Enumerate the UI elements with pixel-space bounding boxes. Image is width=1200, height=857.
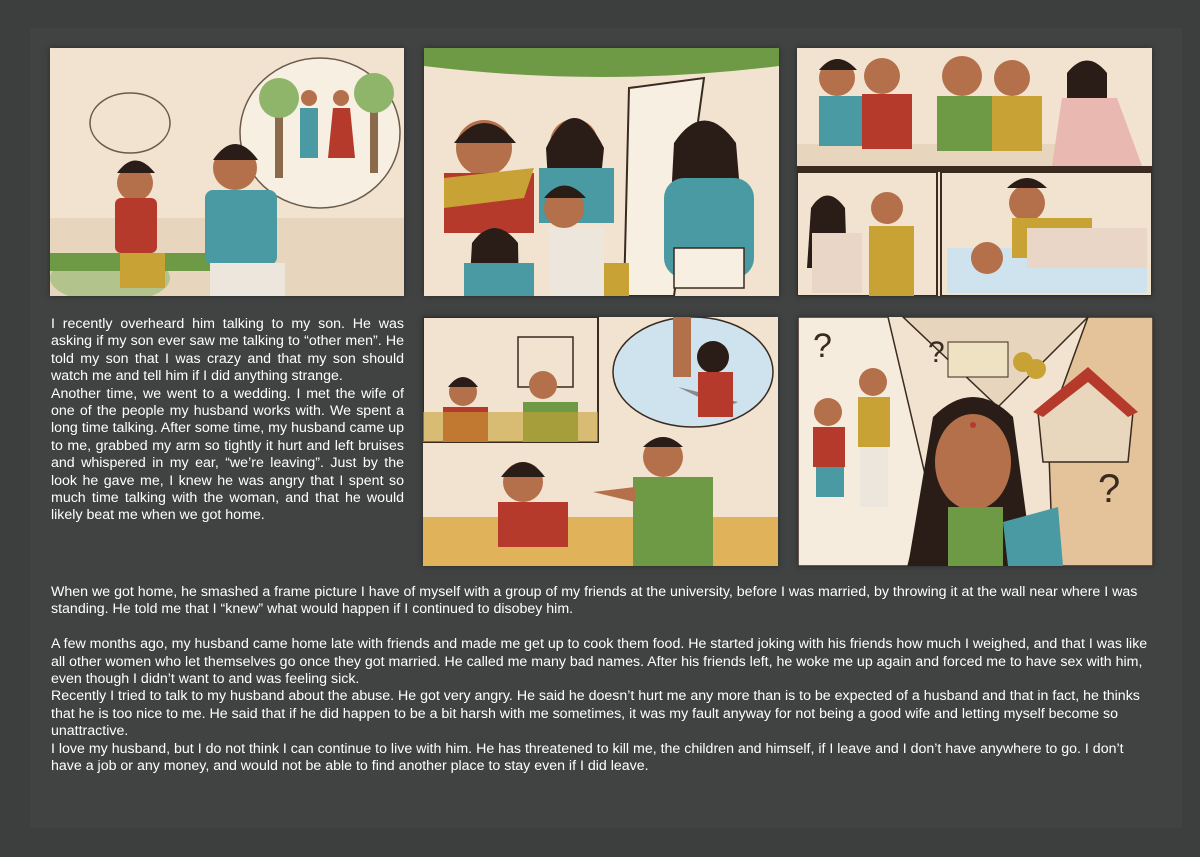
paragraph-gap: [51, 619, 1151, 636]
story-text-column: [51, 316, 404, 525]
comic-panel-1: [50, 48, 404, 296]
story-text-wide: [51, 584, 1151, 775]
svg-text:?: ?: [928, 336, 945, 369]
argument-knife-illustration: [423, 317, 778, 566]
story-paragraph-frame: When we got home, he smashed a frame picture I have of myself with a group of my friends at the university, before I was married, by throwing it at the wall near where I was standing. He told me that I “knew” what would happen if I continued to disobey him.: [51, 584, 1138, 618]
comic-panel-2: [424, 48, 779, 296]
story-paragraph-talk: Recently I tried to talk to my husband about the abuse. He got very angry. He said he doesn’t hurt me any more than is to be expected of a husband and that in fact, he thinks that he is too nice to me. He said that if he did happen to be a bit harsh with me sometimes, it was my fault anyway for not being a good wife and letting myself become so unattractive.: [51, 688, 1140, 740]
svg-text:?: ?: [1098, 467, 1121, 511]
story-paragraph-cooking: A few months ago, my husband came home late with friends and made me get up to cook them food. He started joking with his friends how much I weighed, and that I was like all other women who let themselves go once they got married. He called me many bad names. After his friends left, he woke me up again and forced me to have sex with him, even though I didn’t want to and was feeling sick.: [51, 636, 1148, 688]
cooking-for-friends-illustration: [797, 48, 1152, 296]
story-paragraph-wedding: Another time, we went to a wedding. I met the wife of one of the people my husband works with. We spent a long time talking. After some time, my husband came up to me, grabbed my arm so tightly it hurt and left bruises and whispered in my ear, “we’re leaving”. Just by the look he gave me, I knew he was angry that I spent so much time talking with the woman, and that he would likely beat me when we got home.: [51, 385, 404, 524]
worried-mother-illustration: [798, 317, 1153, 566]
comic-panel-3: [797, 48, 1152, 296]
svg-text:?: ?: [813, 327, 832, 365]
comic-panel-5: [798, 317, 1153, 566]
wedding-arm-grab-illustration: [424, 48, 779, 296]
story-paragraph-son: I recently overheard him talking to my son. He was asking if my son ever saw me talking to “other men”. He told my son that I was crazy and that my son should watch me and tell him if I did anything strange.: [51, 316, 404, 385]
comic-panel-4: [423, 317, 778, 566]
story-paragraph-love: I love my husband, but I do not think I can continue to live with him. He has threatened to kill me, the children and himself, if I leave and I don’t have anywhere to go. I don’t have a job or any money, and would not be able to find another place to stay even if I did leave.: [51, 740, 1124, 775]
father-son-bench-illustration: [50, 48, 404, 296]
